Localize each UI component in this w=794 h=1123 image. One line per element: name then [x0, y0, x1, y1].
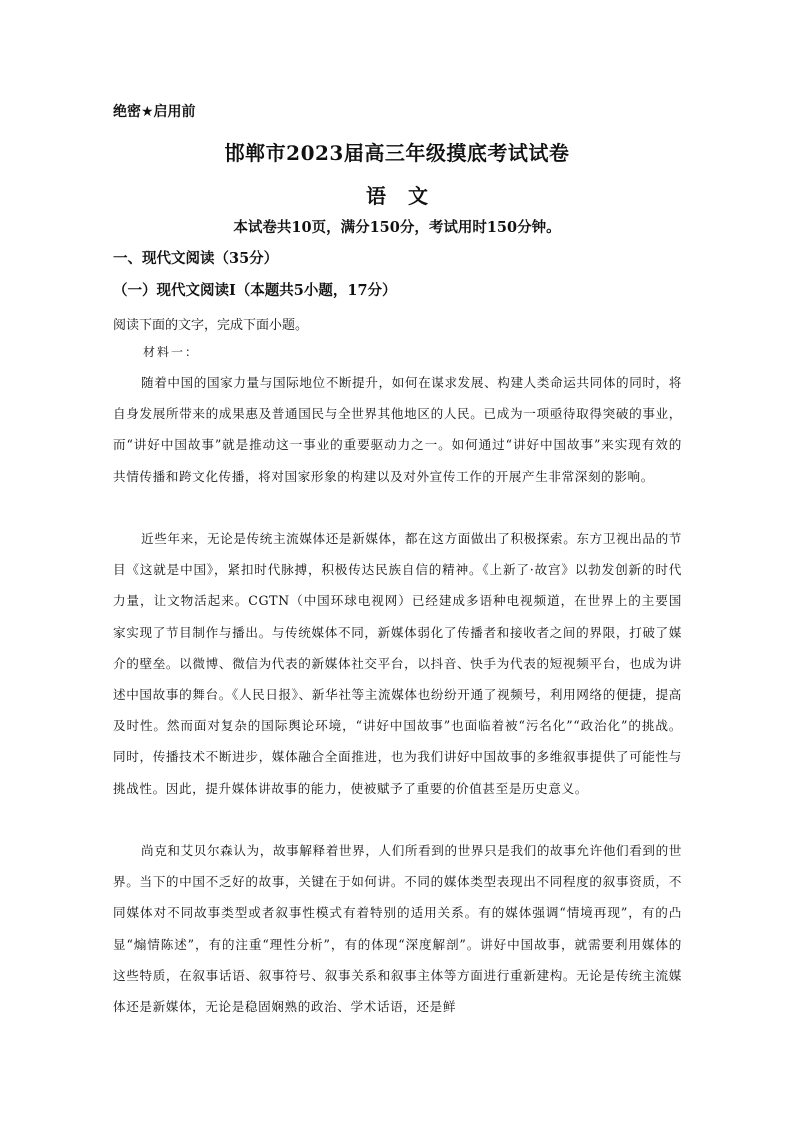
- paragraph-text: 尚克和艾贝尔森认为，故事解释着世界，人们所看到的世界只是我们的故事允许他们看到的世界。当下的中国不乏好的故事，关键在于如何讲。不同的媒体类型表现出不同程度的叙事资质，不同媒体对不同故事类型或者叙事性模式有着特别的适用关系。有的媒体强调“情境再现”，有的凸显“煽情陈述”，有的注重“理性分析”，有的体现“深度解剖”。讲好中国故事，就需要利用媒体的这些特质，在叙事话语、叙事符号、叙事关系和叙事主体等方面进行重新建构。无论是传统主流媒体还是新媒体，无论是稳固娴熟的政治、学术话语，还是鲜: [113, 843, 682, 1015]
- reading-instruction: 阅读下面的文字，完成下面小题。: [113, 318, 309, 333]
- section-heading: 一、现代文阅读（35分）: [113, 250, 279, 267]
- material-paragraph: [113, 367, 682, 492]
- subject-title: 语文: [366, 184, 450, 208]
- material-paragraph: [113, 523, 682, 804]
- paragraph-text: 近些年来，无论是传统主流媒体还是新媒体，都在这方面做出了积极探索。东方卫视出品的节目《这就是中国》，紧扣时代脉搏，积极传达民族自信的精神。《上新了·故宫》以勃发创新的时代力量，让文物活起来。CGTN（中国环球电视网）已经建成多语种电视频道，在世界上的主要国家实现了节目制作与播出。与传统媒体不同，新媒体弱化了传播者和接收者之间的界限，打破了媒介的壁垒。以微博、微信为代表的新媒体社交平台，以抖音、快手为代表的短视频平台，也成为讲述中国故事的舞台。《人民日报》、新华社等主流媒体也纷纷开通了视频号，利用网络的便捷，提高及时性。然而面对复杂的国际舆论环境，“讲好中国故事”也面临着被“污名化”“政治化”的挑战。同时，传播技术不断进步，媒体融合全面推进，也为我们讲好中国故事的多维叙事提供了可能性与挑战性。因此，提升媒体讲故事的能力，使被赋予了重要的价值甚至是历史意义。: [113, 531, 682, 796]
- material-paragraph: [113, 835, 682, 1022]
- confidential-mark: 绝密★启用前: [113, 104, 196, 120]
- material-label: 材料一：: [143, 345, 200, 359]
- exam-notice: 本试卷共10页，满分150分，考试用时150分钟。: [233, 219, 561, 236]
- subsection-heading: （一）现代文阅读Ⅰ（本题共5小题，17分）: [113, 282, 397, 299]
- paragraph-text: 随着中国的国家力量与国际地位不断提升，如何在谋求发展、构建人类命运共同体的同时，将自身发展所带来的成果惠及普通国民与全世界其他地区的人民。已成为一项亟待取得突破的事业，而“讲好中国故事”就是推动这一事业的重要驱动力之一。如何通过“讲好中国故事”来实现有效的共情传播和跨文化传播，将对国家形象的构建以及对外宣传工作的开展产生非常深刻的影响。: [113, 375, 682, 484]
- exam-title: 邯郸市2023届高三年级摸底考试试卷: [224, 141, 570, 165]
